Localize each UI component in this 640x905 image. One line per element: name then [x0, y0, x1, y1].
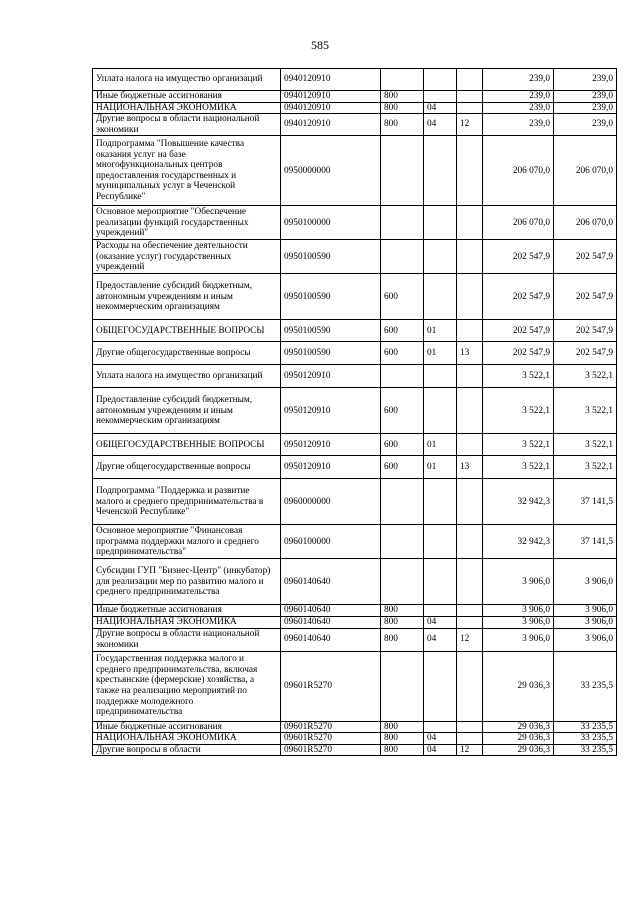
expense-type-cell: 600 — [381, 274, 424, 320]
amount-year2-cell: 3 906,0 — [554, 559, 617, 605]
table-row — [93, 559, 617, 605]
subsection-cell: 12 — [457, 114, 483, 136]
budget-table-body — [93, 69, 617, 756]
subsection-cell: 12 — [457, 744, 483, 756]
table-row — [93, 274, 617, 320]
expense-type-cell — [381, 206, 424, 240]
subsection-cell — [457, 721, 483, 733]
subsection-cell — [457, 525, 483, 559]
target-code-cell: 0940120910 — [281, 102, 381, 114]
row-name-cell: Подпрограмма "Поддержка и развитие малого и среднего предпринимательства в Чеченской Республике" — [93, 479, 281, 525]
table-row — [93, 434, 617, 456]
table-row — [93, 456, 617, 479]
amount-year2-cell: 33 235,5 — [554, 744, 617, 756]
section-cell — [424, 651, 457, 721]
expense-type-cell: 600 — [381, 320, 424, 342]
table-row — [93, 102, 617, 114]
amount-year2-cell: 37 141,5 — [554, 525, 617, 559]
row-name-cell: Субсидии ГУП "Бизнес-Центр" (инкубатор) для реализации мер по развитию малого и среднего предпринимательства — [93, 559, 281, 605]
section-cell: 04 — [424, 616, 457, 628]
row-name-cell: Другие вопросы в области национальной экономики — [93, 628, 281, 651]
table-row — [93, 651, 617, 721]
section-cell — [424, 559, 457, 605]
subsection-cell — [457, 240, 483, 274]
section-cell — [424, 91, 457, 103]
amount-year2-cell: 206 070,0 — [554, 206, 617, 240]
subsection-cell — [457, 559, 483, 605]
target-code-cell: 0960140640 — [281, 605, 381, 617]
target-code-cell: 0940120910 — [281, 114, 381, 136]
section-cell: 01 — [424, 342, 457, 365]
amount-year2-cell: 206 070,0 — [554, 136, 617, 206]
expense-type-cell: 800 — [381, 102, 424, 114]
table-row — [93, 206, 617, 240]
table-row — [93, 479, 617, 525]
amount-year1-cell: 3 906,0 — [483, 628, 554, 651]
row-name-cell: НАЦИОНАЛЬНАЯ ЭКОНОМИКА — [93, 102, 281, 114]
subsection-cell — [457, 388, 483, 434]
section-cell: 01 — [424, 320, 457, 342]
table-row — [93, 320, 617, 342]
target-code-cell: 0950100590 — [281, 342, 381, 365]
subsection-cell: 13 — [457, 342, 483, 365]
subsection-cell: 13 — [457, 456, 483, 479]
amount-year1-cell: 202 547,9 — [483, 342, 554, 365]
target-code-cell: 0960140640 — [281, 559, 381, 605]
amount-year2-cell: 3 906,0 — [554, 605, 617, 617]
section-cell — [424, 479, 457, 525]
expense-type-cell — [381, 479, 424, 525]
amount-year2-cell: 3 522,1 — [554, 365, 617, 388]
table-row — [93, 240, 617, 274]
amount-year1-cell: 202 547,9 — [483, 274, 554, 320]
target-code-cell: 09601R5270 — [281, 721, 381, 733]
target-code-cell: 0940120910 — [281, 69, 381, 91]
table-row — [93, 525, 617, 559]
expense-type-cell — [381, 136, 424, 206]
expense-type-cell — [381, 651, 424, 721]
amount-year1-cell: 3 522,1 — [483, 388, 554, 434]
target-code-cell: 0950100590 — [281, 320, 381, 342]
target-code-cell: 09601R5270 — [281, 733, 381, 745]
expense-type-cell: 600 — [381, 434, 424, 456]
section-cell: 01 — [424, 434, 457, 456]
row-name-cell: Иные бюджетные ассигнования — [93, 721, 281, 733]
target-code-cell: 0940120910 — [281, 91, 381, 103]
expense-type-cell: 600 — [381, 456, 424, 479]
section-cell — [424, 388, 457, 434]
row-name-cell: Предоставление субсидий бюджетным, автономным учреждениям и иным некоммерческим организациям — [93, 274, 281, 320]
target-code-cell: 0950120910 — [281, 434, 381, 456]
subsection-cell — [457, 616, 483, 628]
target-code-cell: 0950120910 — [281, 456, 381, 479]
expense-type-cell: 800 — [381, 616, 424, 628]
amount-year2-cell: 202 547,9 — [554, 274, 617, 320]
row-name-cell: ОБЩЕГОСУДАРСТВЕННЫЕ ВОПРОСЫ — [93, 320, 281, 342]
row-name-cell: Основное мероприятие "Финансовая программа поддержки малого и среднего предпринимательства" — [93, 525, 281, 559]
amount-year2-cell: 239,0 — [554, 102, 617, 114]
row-name-cell: Другие вопросы в области — [93, 744, 281, 756]
amount-year1-cell: 29 036,3 — [483, 744, 554, 756]
table-row — [93, 388, 617, 434]
row-name-cell: Другие общегосударственные вопросы — [93, 342, 281, 365]
subsection-cell — [457, 91, 483, 103]
amount-year1-cell: 32 942,3 — [483, 479, 554, 525]
row-name-cell: Уплата налога на имущество организаций — [93, 365, 281, 388]
subsection-cell — [457, 434, 483, 456]
section-cell — [424, 274, 457, 320]
row-name-cell: НАЦИОНАЛЬНАЯ ЭКОНОМИКА — [93, 733, 281, 745]
amount-year1-cell: 3 522,1 — [483, 434, 554, 456]
target-code-cell: 0960000000 — [281, 479, 381, 525]
target-code-cell: 0950100000 — [281, 206, 381, 240]
target-code-cell: 0950100590 — [281, 240, 381, 274]
amount-year2-cell: 202 547,9 — [554, 320, 617, 342]
section-cell — [424, 365, 457, 388]
amount-year1-cell: 239,0 — [483, 102, 554, 114]
amount-year2-cell: 3 906,0 — [554, 616, 617, 628]
table-row — [93, 114, 617, 136]
row-name-cell: Уплата налога на имущество организаций — [93, 69, 281, 91]
amount-year1-cell: 202 547,9 — [483, 320, 554, 342]
amount-year1-cell: 239,0 — [483, 114, 554, 136]
amount-year2-cell: 33 235,5 — [554, 721, 617, 733]
expense-type-cell: 800 — [381, 628, 424, 651]
amount-year1-cell: 32 942,3 — [483, 525, 554, 559]
target-code-cell: 0950100590 — [281, 274, 381, 320]
row-name-cell: Подпрограмма "Повышение качества оказания услуг на базе многофункциональных центров предоставления государственных и муниципальных услуг в Чеченской Республике" — [93, 136, 281, 206]
table-row — [93, 628, 617, 651]
section-cell: 04 — [424, 102, 457, 114]
section-cell: 04 — [424, 628, 457, 651]
table-row — [93, 744, 617, 756]
subsection-cell — [457, 733, 483, 745]
amount-year1-cell: 239,0 — [483, 91, 554, 103]
expense-type-cell — [381, 525, 424, 559]
section-cell — [424, 525, 457, 559]
amount-year2-cell: 239,0 — [554, 91, 617, 103]
expense-type-cell: 600 — [381, 342, 424, 365]
amount-year2-cell: 3 522,1 — [554, 434, 617, 456]
amount-year1-cell: 206 070,0 — [483, 136, 554, 206]
expense-type-cell: 800 — [381, 733, 424, 745]
target-code-cell: 0960100000 — [281, 525, 381, 559]
table-row — [93, 605, 617, 617]
table-row — [93, 69, 617, 91]
expense-type-cell: 800 — [381, 605, 424, 617]
amount-year1-cell: 239,0 — [483, 69, 554, 91]
table-row — [93, 342, 617, 365]
section-cell — [424, 240, 457, 274]
amount-year2-cell: 33 235,5 — [554, 733, 617, 745]
amount-year1-cell: 3 906,0 — [483, 616, 554, 628]
row-name-cell: Предоставление субсидий бюджетным, автономным учреждениям и иным некоммерческим организациям — [93, 388, 281, 434]
row-name-cell: ОБЩЕГОСУДАРСТВЕННЫЕ ВОПРОСЫ — [93, 434, 281, 456]
expense-type-cell: 800 — [381, 91, 424, 103]
amount-year1-cell: 29 036,3 — [483, 651, 554, 721]
amount-year1-cell: 3 522,1 — [483, 365, 554, 388]
amount-year2-cell: 3 906,0 — [554, 628, 617, 651]
subsection-cell — [457, 69, 483, 91]
subsection-cell — [457, 136, 483, 206]
table-row — [93, 365, 617, 388]
subsection-cell — [457, 320, 483, 342]
row-name-cell: Иные бюджетные ассигнования — [93, 605, 281, 617]
subsection-cell — [457, 651, 483, 721]
amount-year2-cell: 3 522,1 — [554, 388, 617, 434]
expense-type-cell — [381, 559, 424, 605]
amount-year2-cell: 239,0 — [554, 114, 617, 136]
subsection-cell — [457, 365, 483, 388]
target-code-cell: 0960140640 — [281, 616, 381, 628]
budget-table — [92, 68, 617, 756]
amount-year1-cell: 3 906,0 — [483, 605, 554, 617]
amount-year2-cell: 33 235,5 — [554, 651, 617, 721]
amount-year1-cell: 206 070,0 — [483, 206, 554, 240]
amount-year2-cell: 37 141,5 — [554, 479, 617, 525]
row-name-cell: НАЦИОНАЛЬНАЯ ЭКОНОМИКА — [93, 616, 281, 628]
section-cell: 01 — [424, 456, 457, 479]
target-code-cell: 0950120910 — [281, 365, 381, 388]
subsection-cell — [457, 206, 483, 240]
expense-type-cell: 800 — [381, 744, 424, 756]
target-code-cell: 09601R5270 — [281, 651, 381, 721]
amount-year2-cell: 3 522,1 — [554, 456, 617, 479]
amount-year1-cell: 3 522,1 — [483, 456, 554, 479]
section-cell: 04 — [424, 733, 457, 745]
page-number: 585 — [311, 38, 329, 52]
table-row — [93, 721, 617, 733]
subsection-cell: 12 — [457, 628, 483, 651]
section-cell: 04 — [424, 114, 457, 136]
expense-type-cell: 600 — [381, 388, 424, 434]
section-cell — [424, 69, 457, 91]
row-name-cell: Иные бюджетные ассигнования — [93, 91, 281, 103]
subsection-cell — [457, 102, 483, 114]
amount-year2-cell: 239,0 — [554, 69, 617, 91]
amount-year2-cell: 202 547,9 — [554, 240, 617, 274]
expense-type-cell — [381, 365, 424, 388]
amount-year1-cell: 3 906,0 — [483, 559, 554, 605]
target-code-cell: 0950000000 — [281, 136, 381, 206]
row-name-cell: Основное мероприятие "Обеспечение реализации функций государственных учреждений" — [93, 206, 281, 240]
expense-type-cell: 800 — [381, 721, 424, 733]
row-name-cell: Другие вопросы в области национальной экономики — [93, 114, 281, 136]
section-cell — [424, 136, 457, 206]
section-cell: 04 — [424, 744, 457, 756]
row-name-cell: Расходы на обеспечение деятельности (оказание услуг) государственных учреждений — [93, 240, 281, 274]
expense-type-cell — [381, 240, 424, 274]
amount-year1-cell: 29 036,3 — [483, 721, 554, 733]
expense-type-cell: 800 — [381, 114, 424, 136]
row-name-cell: Государственная поддержка малого и среднего предпринимательства, включая крестьянские (фермерские) хозяйства, а также на реализацию мероприятий по поддержке молодежного предпринимательства — [93, 651, 281, 721]
table-row — [93, 616, 617, 628]
amount-year1-cell: 202 547,9 — [483, 240, 554, 274]
section-cell — [424, 721, 457, 733]
section-cell — [424, 206, 457, 240]
target-code-cell: 0960140640 — [281, 628, 381, 651]
subsection-cell — [457, 479, 483, 525]
subsection-cell — [457, 274, 483, 320]
amount-year1-cell: 29 036,3 — [483, 733, 554, 745]
row-name-cell: Другие общегосударственные вопросы — [93, 456, 281, 479]
subsection-cell — [457, 605, 483, 617]
expense-type-cell — [381, 69, 424, 91]
table-row — [93, 136, 617, 206]
target-code-cell: 0950120910 — [281, 388, 381, 434]
target-code-cell: 09601R5270 — [281, 744, 381, 756]
table-row — [93, 733, 617, 745]
section-cell — [424, 605, 457, 617]
amount-year2-cell: 202 547,9 — [554, 342, 617, 365]
table-row — [93, 91, 617, 103]
